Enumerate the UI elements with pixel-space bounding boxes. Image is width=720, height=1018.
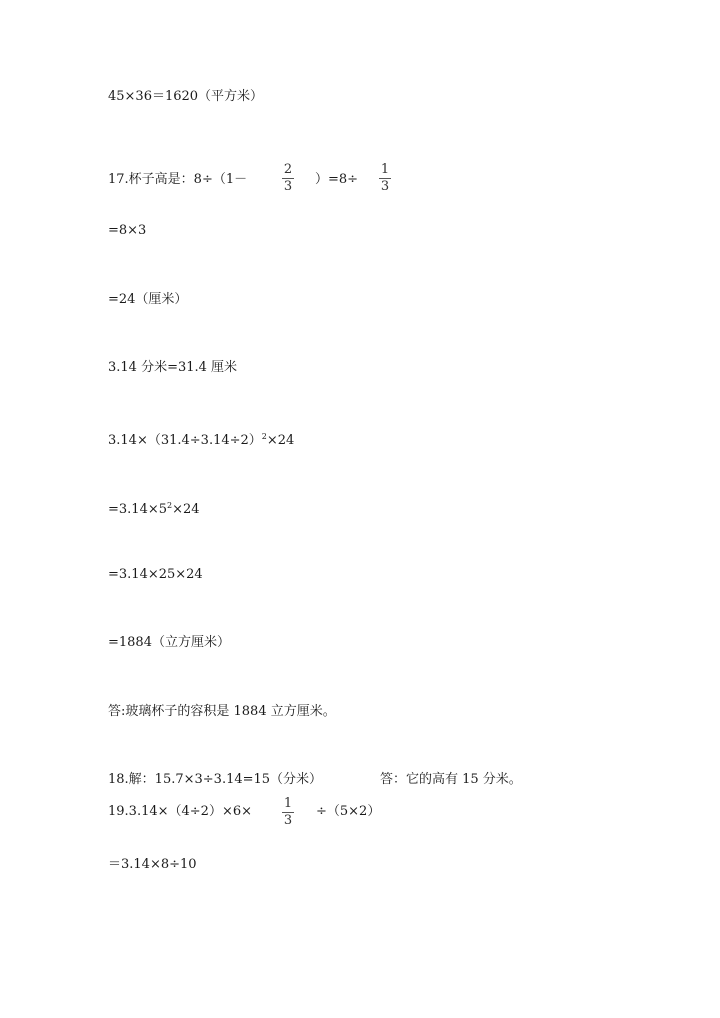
- volume-step-1-part-a: =3.14×5: [108, 502, 168, 517]
- line-17-part-a: 17.杯子高是：8÷（1－: [108, 172, 248, 187]
- fraction-one-third: [379, 163, 391, 194]
- line-19-step-1: ＝3.14×8÷10: [108, 857, 197, 872]
- fraction-denominator: 3: [283, 813, 293, 828]
- line-area-result: 45×36＝1620（平方米）: [108, 89, 264, 104]
- volume-step-1-part-b: ×24: [172, 502, 200, 517]
- line-8x3: =8×3: [108, 223, 147, 238]
- line-18-solution: 18.解：15.7×3÷3.14=15（分米）: [108, 772, 323, 787]
- volume-formula-part-a: 3.14×（31.4÷3.14÷2）: [108, 433, 262, 448]
- line-17-cup-height: [108, 171, 247, 189]
- fraction-denominator: 3: [380, 179, 390, 194]
- line-volume-step-1: [108, 497, 200, 519]
- line-answer-17: 答:玻璃杯子的容积是 1884 立方厘米。: [108, 704, 336, 719]
- fraction-one-third-q19: [282, 797, 294, 828]
- line-volume-formula: [108, 428, 294, 450]
- fraction-numerator: 1: [283, 796, 293, 811]
- line-18-answer: 答：它的高有 15 分米。: [380, 772, 522, 787]
- volume-formula-part-b: ×24: [266, 433, 295, 448]
- fraction-numerator: 1: [380, 162, 390, 177]
- line-19-part-a: 19.3.14×（4÷2）×6×: [108, 804, 253, 819]
- line-unit-convert: 3.14 分米=31.4 厘米: [108, 360, 238, 375]
- line-24cm: =24（厘米）: [108, 292, 188, 307]
- line-volume-step-2: =3.14×25×24: [108, 567, 203, 582]
- line-19-part-b: ÷（5×2）: [316, 804, 381, 819]
- fraction-denominator: 3: [283, 179, 293, 194]
- fraction-numerator: 2: [283, 162, 293, 177]
- fraction-two-thirds: [282, 163, 294, 194]
- superscript-square: 2: [261, 432, 267, 441]
- line-volume-result: =1884（立方厘米）: [108, 635, 230, 650]
- line-17-part-b: ）=8÷: [315, 172, 359, 187]
- superscript-square: 2: [167, 501, 173, 510]
